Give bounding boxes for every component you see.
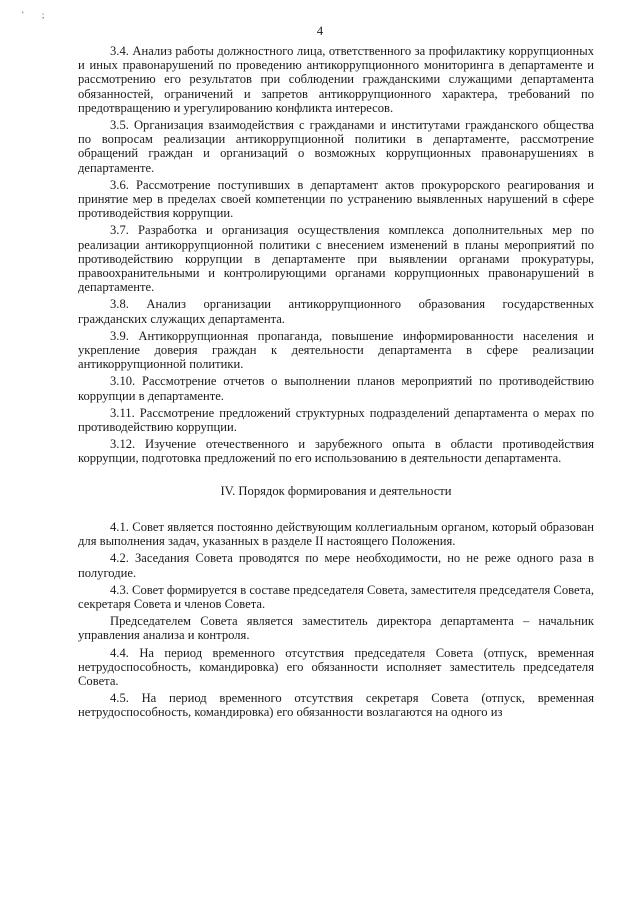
paragraph-4-5: 4.5. На период временного отсутствия секретаря Совета (отпуск, временная нетрудоспособность, командировка) его обязанности возлагаются на одного из: [78, 691, 594, 720]
paragraph-3-12: 3.12. Изучение отечественного и зарубежного опыта в области противодействия коррупции, подготовка предложений по его использованию в деятельности департамента.: [78, 437, 594, 466]
paragraph-4-2: 4.2. Заседания Совета проводятся по мере необходимости, но не реже одного раза в полугодие.: [78, 551, 594, 580]
paragraph-3-9: 3.9. Антикоррупционная пропаганда, повышение информированности населения и укрепление доверия граждан к деятельности департамента в сфере реализации антикоррупционной политики.: [78, 328, 594, 372]
paragraph-4-4: 4.4. На период временного отсутствия председателя Совета (отпуск, временная нетрудоспособность, командировка) его обязанности исполняет заместитель председателя Совета.: [78, 645, 594, 688]
paragraph-3-4: 3.4. Анализ работы должностного лица, ответственного за профилактику коррупционных и иных правонарушений по проведению антикоррупционного мониторинга в департаменте и рассмотрению его результатов при соблюдении гражданскими служащими департамента обязанностей, ограничений и запретов антикоррупционного характера, требований по предотвращению и урегулированию конфликта интересов.: [78, 44, 594, 115]
scan-marks: ' ;: [22, 10, 53, 20]
paragraph-4-3: 4.3. Совет формируется в составе председателя Совета, заместителя председателя Совета, секретаря Совета и членов Совета.: [78, 582, 594, 611]
page-number: 4: [316, 24, 324, 38]
paragraph-chairman: Председателем Совета является заместитель директора департамента – начальник управления анализа и контроля.: [78, 614, 594, 643]
paragraph-3-8: 3.8. Анализ организации антикоррупционного образования государственных гражданских служащих департамента.: [78, 297, 594, 326]
section-heading: IV. Порядок формирования и деятельности: [220, 483, 452, 498]
paragraph-4-1: 4.1. Совет является постоянно действующим коллегиальным органом, который образован для выполнения задач, указанных в разделе II настоящего Положения.: [78, 519, 594, 549]
paragraph-3-5: 3.5. Организация взаимодействия с гражданами и институтами гражданского общества по вопросам реализации антикоррупционной политики в департаменте, рассмотрение обращений граждан и организаций о возможных коррупционных правонарушениях в департаменте.: [78, 118, 594, 175]
paragraph-3-6: 3.6. Рассмотрение поступивших в департамент актов прокурорского реагирования и принятие мер в пределах своей компетенции по устранению выявленных нарушений в сфере противодействия коррупции.: [78, 177, 594, 221]
paragraph-3-11: 3.11. Рассмотрение предложений структурных подразделений департамента о мерах по противодействию коррупции.: [78, 405, 594, 435]
paragraph-3-10: 3.10. Рассмотрение отчетов о выполнении планов мероприятий по противодействию коррупции в департаменте.: [78, 374, 594, 403]
document-body: [78, 44, 594, 723]
paragraph-3-7: 3.7. Разработка и организация осуществления комплекса дополнительных мер по реализации антикоррупционной политики с внесением изменений в планы мероприятий по противодействию коррупции в департаменте при выявлении органами прокуратуры, правоохранительными и контролирующими органами коррупционных правонарушений в департаменте.: [78, 223, 594, 295]
